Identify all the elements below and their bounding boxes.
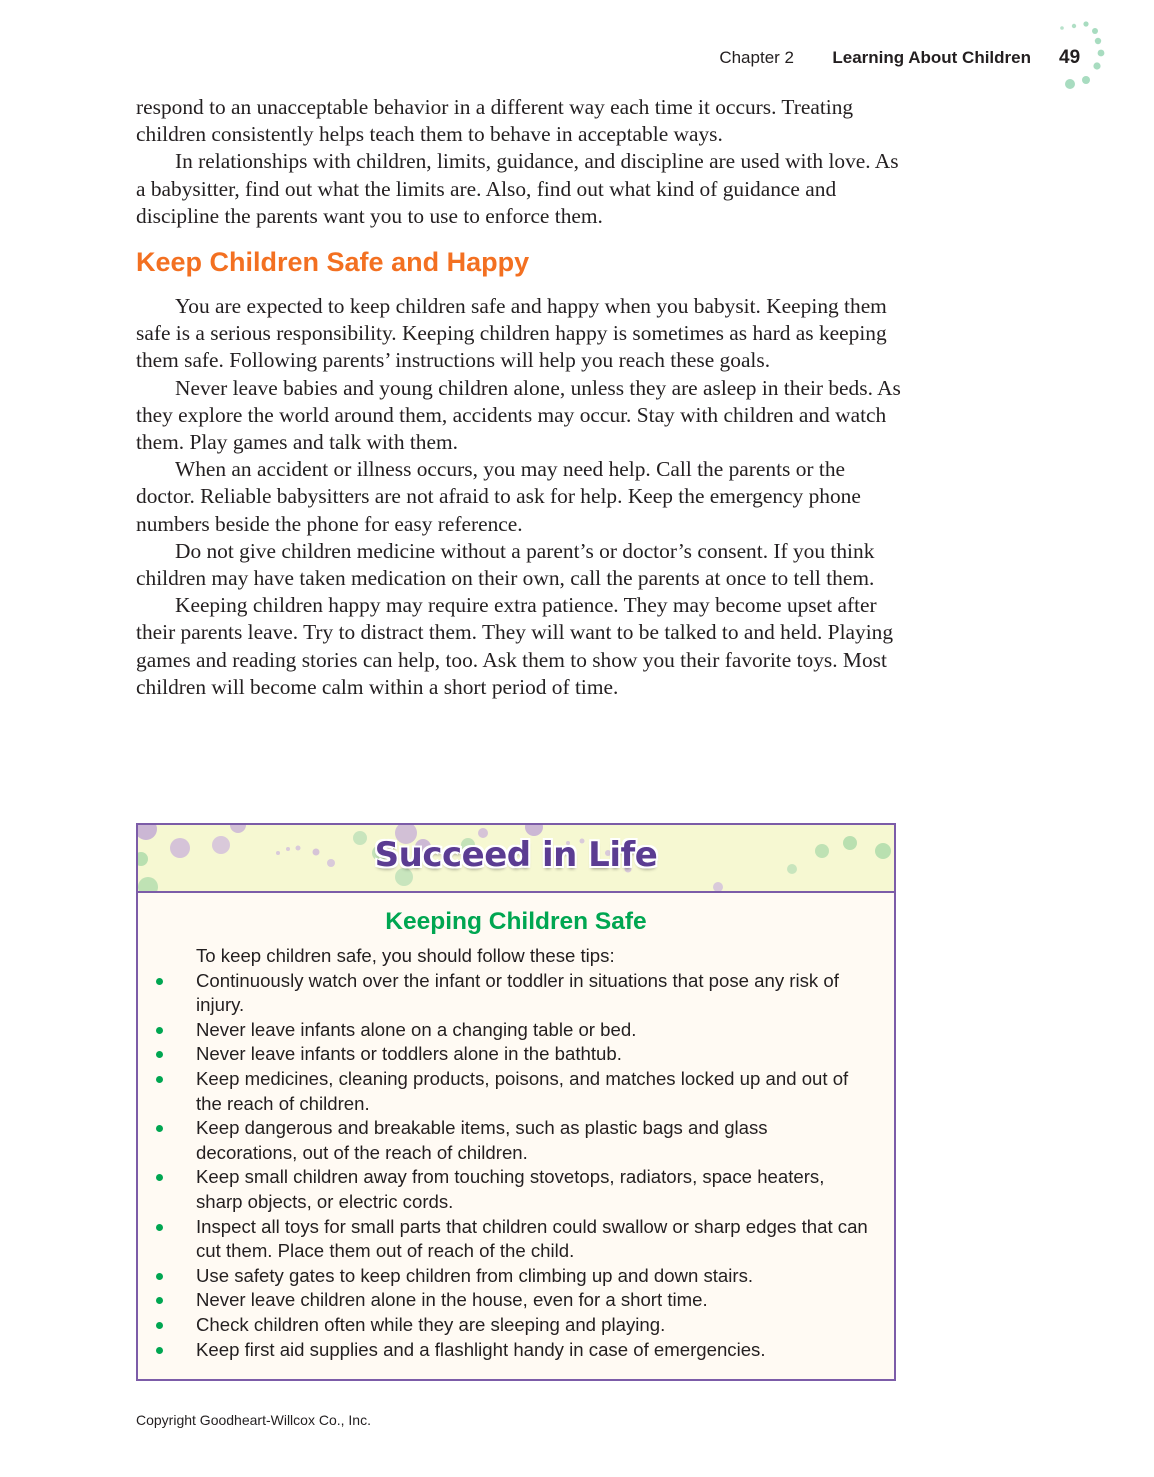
body-paragraph: Never leave babies and young children alone, unless they are asleep in their beds. As they explore the world around them, accidents may occur. Stay with children and watch them. Play games and talk with them. — [136, 375, 901, 455]
tip-item: Keep small children away from touching stovetops, radiators, space heaters, sharp objects, or electric cords. — [138, 1165, 894, 1214]
banner-title: Succeed in Life — [374, 835, 658, 875]
section-body — [136, 293, 906, 701]
tip-item: Never leave infants or toddlers alone in the bathtub. — [138, 1042, 894, 1067]
tip-item: Keep first aid supplies and a flashlight handy in case of emergencies. — [138, 1338, 894, 1363]
intro-text — [136, 94, 906, 230]
bullet-icon — [156, 1322, 163, 1329]
succeed-in-life-box — [136, 823, 896, 1381]
intro-paragraph: In relationships with children, limits, guidance, and discipline are used with love. As a babysitter, find out what the limits are. Also, find out what kind of guidance and discipline the parents want you to use to enforce them. — [136, 149, 899, 228]
section-heading: Keep Children Safe and Happy — [136, 247, 530, 277]
intro-paragraph: respond to an unacceptable behavior in a different way each time it occurs. Treating children consistently helps teach them to behave in acceptable ways. — [136, 95, 854, 147]
chapter-title: Learning About Children — [832, 48, 1031, 67]
bullet-icon — [156, 1125, 163, 1132]
body-paragraph: When an accident or illness occurs, you may need help. Call the parents or the doctor. Reliable babysitters are not afraid to ask for help. Keep the emergency phone numbers beside the phone for easy reference. — [136, 457, 861, 536]
tips-list — [138, 969, 894, 1363]
body-paragraph: Do not give children medicine without a parent’s or doctor’s consent. If you think children may have taken medication on their own, call the parents at once to tell them. — [136, 538, 875, 591]
running-header — [0, 46, 1154, 72]
bullet-icon — [156, 1051, 163, 1058]
tip-item: Use safety gates to keep children from climbing up and down stairs. — [138, 1264, 894, 1289]
bullet-icon — [156, 1297, 163, 1304]
copyright-footer: Copyright Goodheart-Willcox Co., Inc. — [136, 1412, 371, 1428]
bullet-icon — [156, 1273, 163, 1280]
decorative-dots-icon — [1055, 20, 1115, 95]
chapter-label: Chapter 2 — [719, 48, 794, 67]
tip-item: Never leave children alone in the house, even for a short time. — [138, 1288, 894, 1313]
box-intro: To keep children safe, you should follow these tips: — [196, 945, 615, 966]
bullet-icon — [156, 1347, 163, 1354]
bullet-icon — [156, 1076, 163, 1083]
bullet-icon — [156, 1027, 163, 1034]
feature-banner — [138, 825, 894, 893]
page-number: 49 — [1059, 47, 1081, 68]
body-paragraph: Keeping children happy may require extra patience. They may become upset after their parents leave. Try to distract them. They will want to be talked to and held. Playing games and reading stories can help, too. Ask them to show you their favorite toys. Most children will become calm within a short period of time. — [136, 593, 894, 699]
bullet-icon — [156, 1224, 163, 1231]
tip-item: Never leave infants alone on a changing table or bed. — [138, 1018, 894, 1043]
bullet-icon — [156, 978, 163, 985]
box-title: Keeping Children Safe — [385, 908, 647, 935]
tip-item: Inspect all toys for small parts that children could swallow or sharp edges that can cut them. Place them out of reach of the child. — [138, 1215, 894, 1264]
tip-item: Keep medicines, cleaning products, poisons, and matches locked up and out of the reach of children. — [138, 1067, 894, 1116]
bullet-icon — [156, 1174, 163, 1181]
tip-item: Keep dangerous and breakable items, such as plastic bags and glass decorations, out of the reach of children. — [138, 1116, 894, 1165]
tip-item: Check children often while they are sleeping and playing. — [138, 1313, 894, 1338]
body-paragraph: You are expected to keep children safe and happy when you babysit. Keeping them safe is a serious responsibility. Keeping children happy is sometimes as hard as keeping them safe. Following parents’ instructions will help you reach these goals. — [136, 294, 887, 373]
tip-item: Continuously watch over the infant or toddler in situations that pose any risk of injury. — [138, 969, 894, 1018]
